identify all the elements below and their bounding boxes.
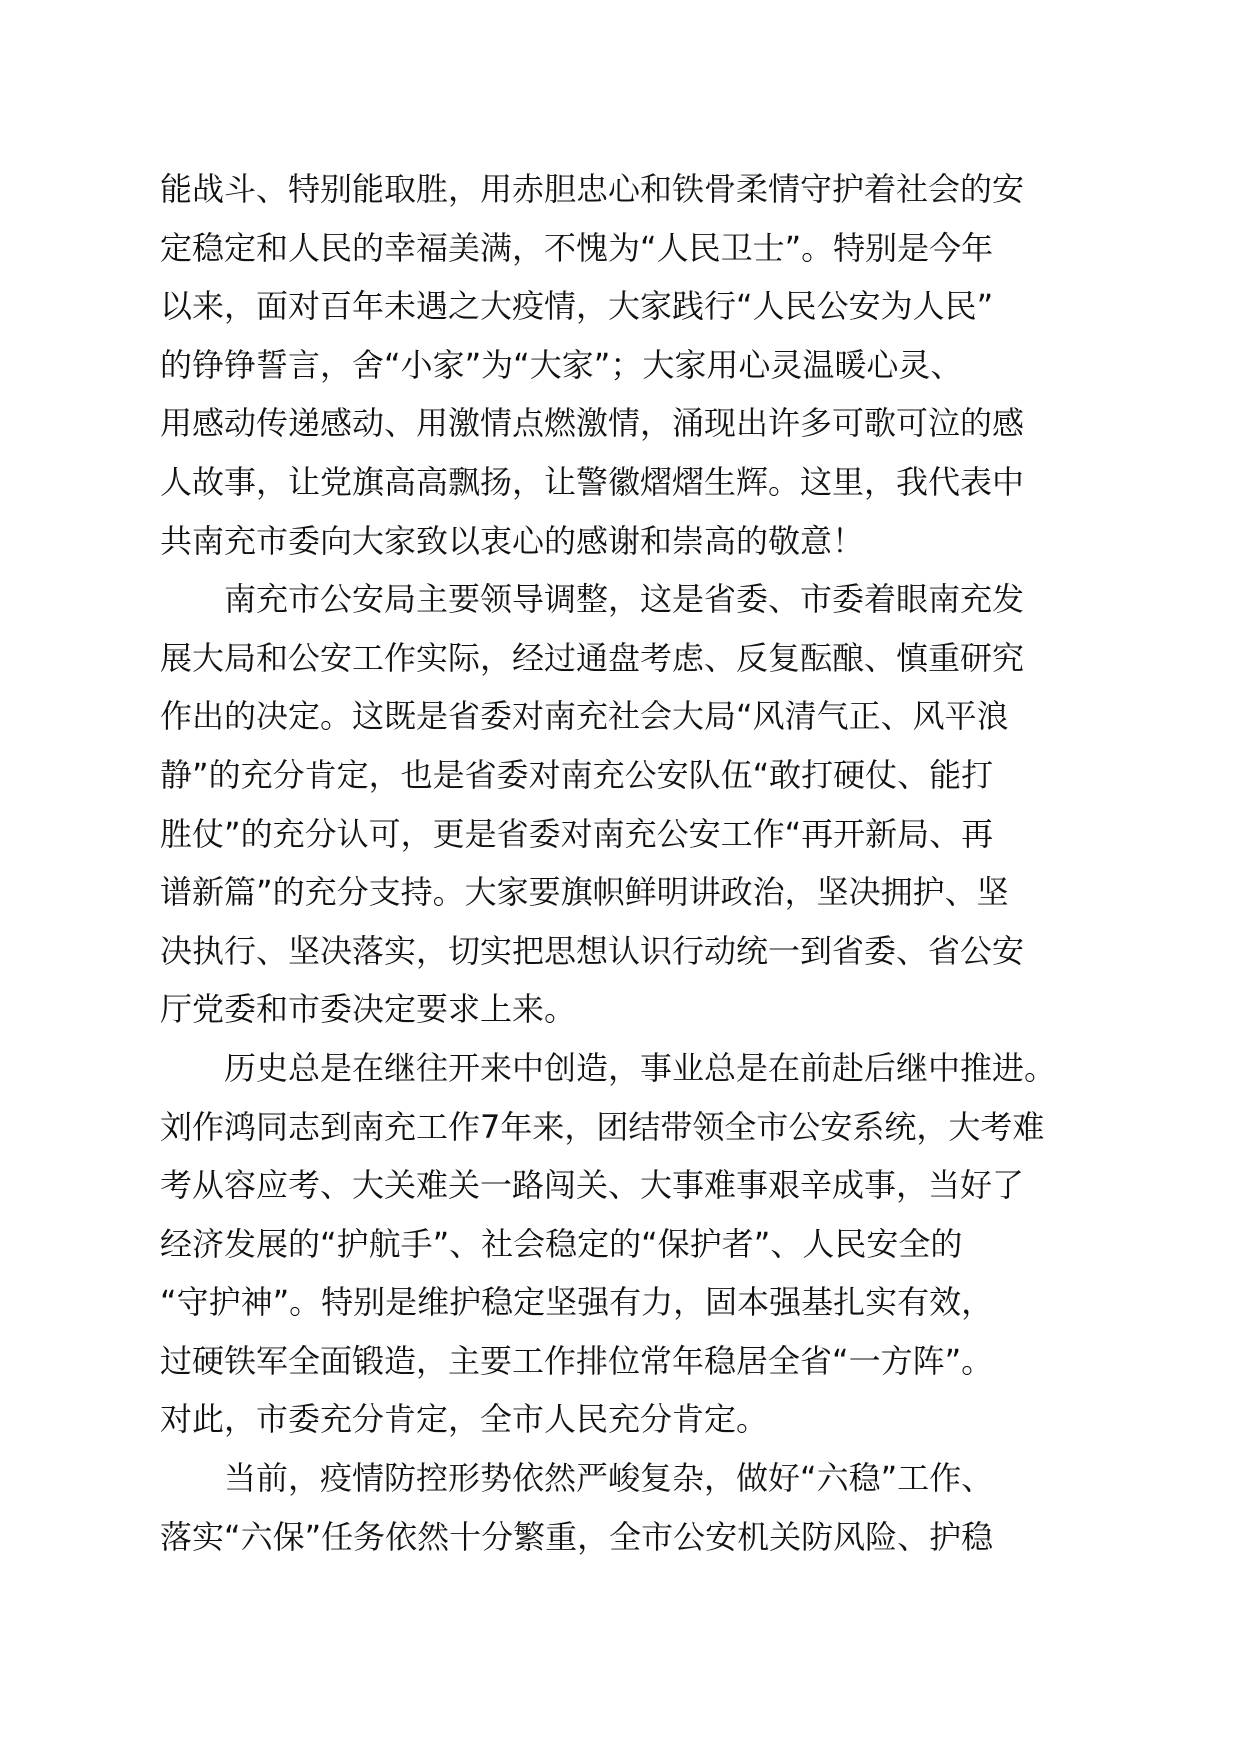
text-line-24: 落实“六保”任务依然十分繁重，全市公安机关防风险、护稳 <box>160 1517 994 1556</box>
document-body <box>160 160 1090 1566</box>
text-line-20: “守护神”。特别是维护稳定坚强有力，固本强基扎实有效， <box>160 1283 994 1322</box>
text-line-22: 对此，市委充分肯定，全市人民充分肯定。 <box>160 1400 769 1439</box>
text-line-23: 当前，疫情防控形势依然严峻复杂，做好“六稳”工作、 <box>224 1459 994 1498</box>
text-line-19: 经济发展的“护航手”、社会稳定的“保护者”、人民安全的 <box>160 1224 963 1263</box>
text-line-3: 以来，面对百年未遇之大疫情，大家践行“人民公安为人民” <box>160 287 994 326</box>
text-line-11: 静”的充分肯定，也是省委对南充公安队伍“敢打硬仗、能打 <box>160 755 994 794</box>
text-line-15: 厅党委和市委决定要求上来。 <box>160 990 577 1029</box>
text-line-13: 谱新篇”的充分支持。大家要旗帜鲜明讲政治，坚决拥护、坚 <box>160 873 1009 912</box>
text-line-16: 历史总是在继往开来中创造，事业总是在前赴后继中推进。 <box>224 1048 1057 1087</box>
text-line-17: 刘作鸿同志到南充工作7年来，团结带领全市公安系统，大考难 <box>160 1107 1045 1146</box>
text-line-21: 过硬铁军全面锻造，主要工作排位常年稳居全省“一方阵”。 <box>160 1341 994 1380</box>
text-line-6: 人故事，让党旗高高飘扬，让警徽熠熠生辉。这里，我代表中 <box>160 462 1025 501</box>
text-line-10: 作出的决定。这既是省委对南充社会大局“风清气正、风平浪 <box>160 697 1009 736</box>
text-line-18: 考从容应考、大关难关一路闯关、大事难事艰辛成事，当好了 <box>160 1166 1025 1205</box>
text-line-14: 决执行、坚决落实，切实把思想认识行动统一到省委、省公安 <box>160 931 1025 970</box>
text-line-7: 共南充市委向大家致以衷心的感谢和崇高的敬意！ <box>160 521 865 560</box>
text-line-9: 展大局和公安工作实际，经过通盘考虑、反复酝酿、慎重研究 <box>160 638 1025 677</box>
text-line-1: 能战斗、特别能取胜，用赤胆忠心和铁骨柔情守护着社会的安 <box>160 170 1025 208</box>
text-line-5: 用感动传递感动、用激情点燃激情，涌现出许多可歌可泣的感 <box>160 404 1025 443</box>
text-line-4: 的铮铮誓言，舍“小家”为“大家”；大家用心灵温暖心灵、 <box>160 345 963 384</box>
text-line-2: 定稳定和人民的幸福美满，不愧为“人民卫士”。特别是今年 <box>160 228 994 267</box>
text-line-12: 胜仗”的充分认可，更是省委对南充公安工作“再开新局、再 <box>160 814 994 853</box>
text-line-8: 南充市公安局主要领导调整，这是省委、市委着眼南充发 <box>224 580 1025 619</box>
